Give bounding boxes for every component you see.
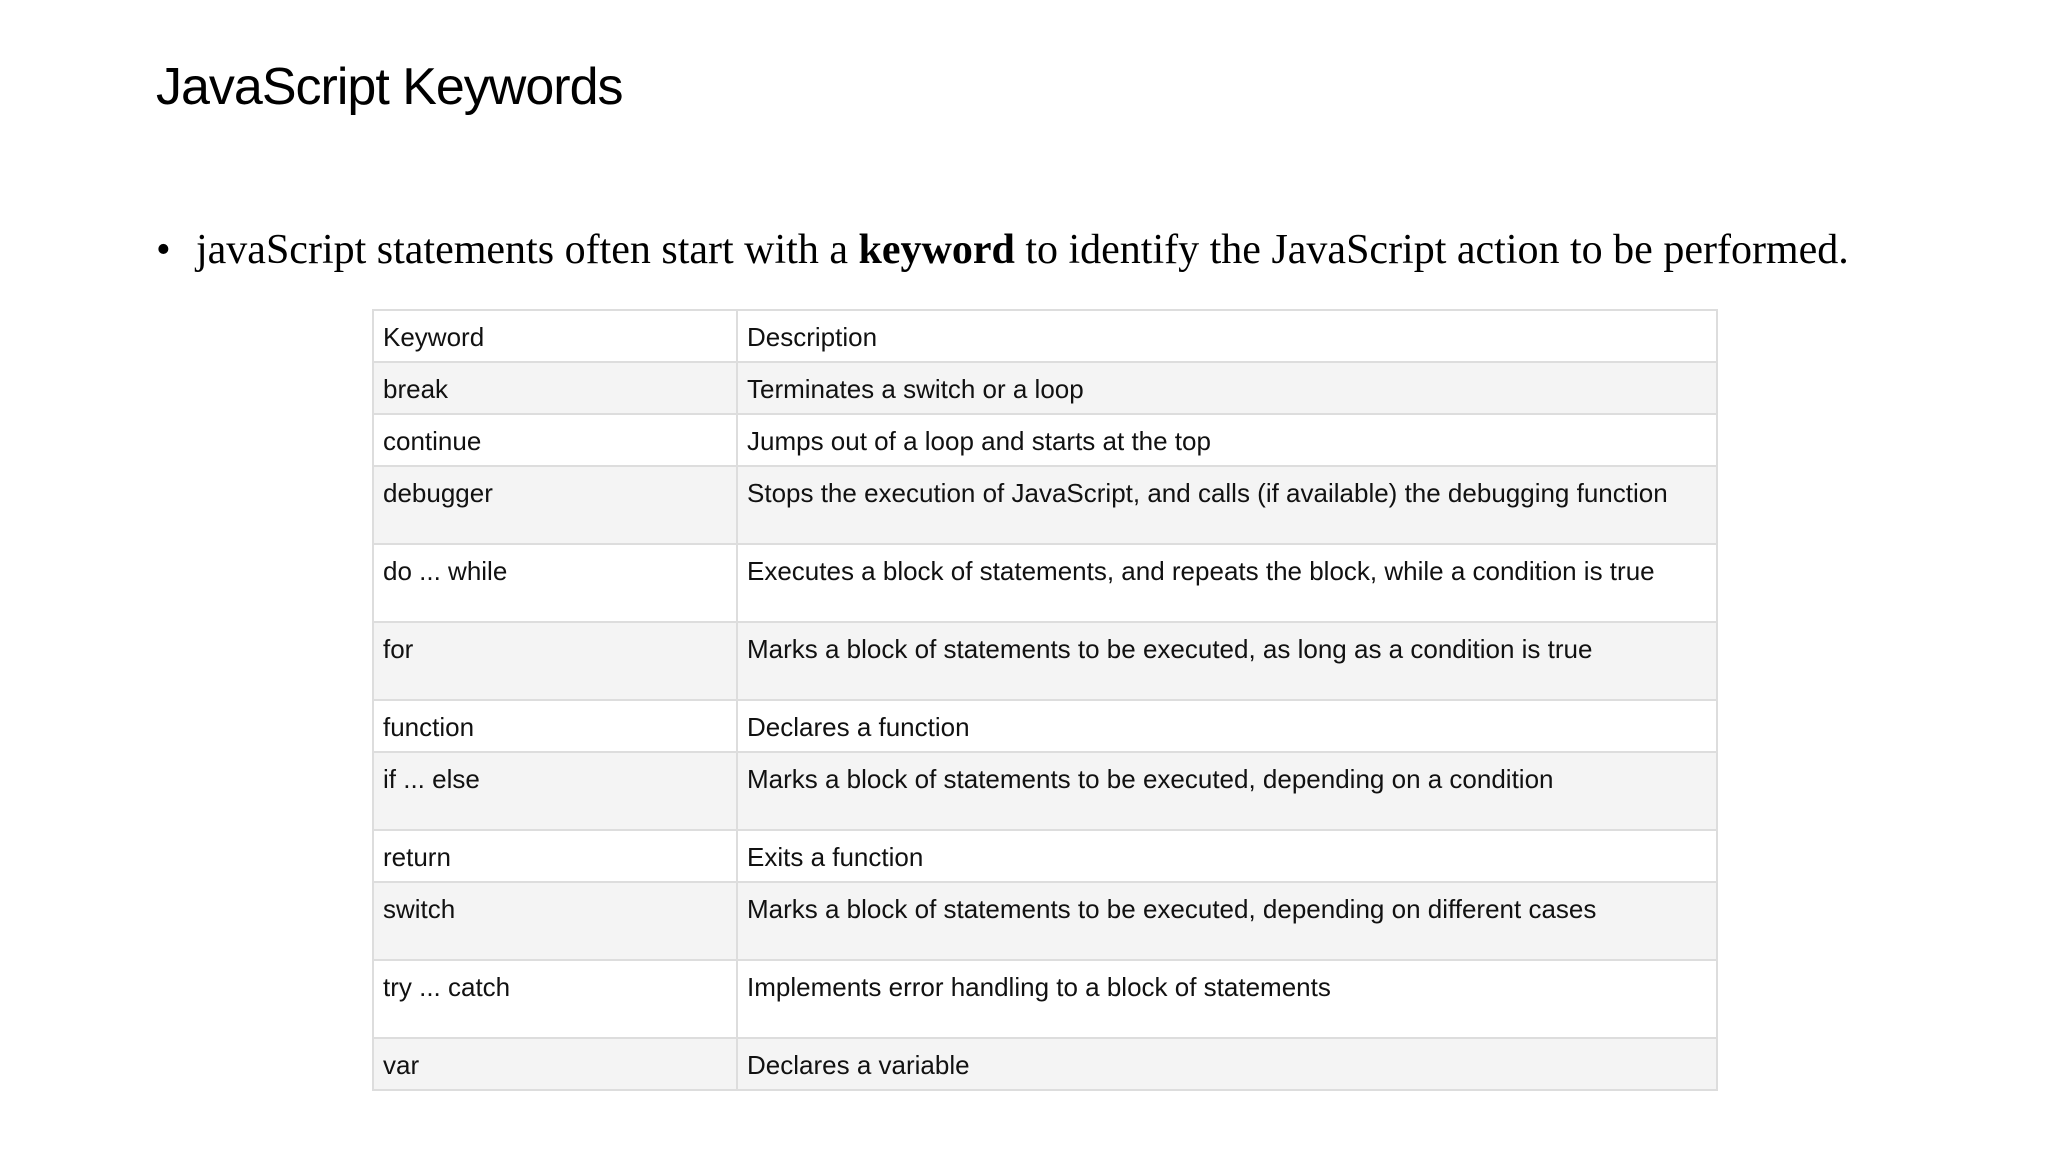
keyword-cell: do ... while (373, 544, 737, 622)
slide-title: JavaScript Keywords (156, 58, 623, 116)
table-row (373, 700, 1717, 752)
keyword-cell: try ... catch (373, 960, 737, 1038)
table-row (373, 960, 1717, 1038)
table-row (373, 830, 1717, 882)
bullet-text (196, 227, 1849, 273)
description-cell: Declares a variable (737, 1038, 1717, 1090)
keyword-cell: return (373, 830, 737, 882)
description-cell: Marks a block of statements to be executed, as long as a condition is true (737, 622, 1717, 700)
keyword-cell: for (373, 622, 737, 700)
keyword-cell: switch (373, 882, 737, 960)
description-cell: Marks a block of statements to be executed, depending on a condition (737, 752, 1717, 830)
bullet-point (156, 222, 1849, 278)
table-row (373, 882, 1717, 960)
keyword-cell: debugger (373, 466, 737, 544)
keyword-cell: if ... else (373, 752, 737, 830)
keyword-cell: var (373, 1038, 737, 1090)
description-cell: Executes a block of statements, and repeats the block, while a condition is true (737, 544, 1717, 622)
keywords-table (372, 309, 1718, 1091)
table-row (373, 362, 1717, 414)
table-row (373, 752, 1717, 830)
table-row (373, 622, 1717, 700)
keyword-cell: continue (373, 414, 737, 466)
bullet-text-before: javaScript statements often start with a (196, 227, 859, 273)
bullet-text-after: to identify the JavaScript action to be performed. (1014, 227, 1849, 273)
table-row (373, 1038, 1717, 1090)
table-row (373, 414, 1717, 466)
header-keyword: Keyword (373, 310, 737, 362)
description-cell: Jumps out of a loop and starts at the top (737, 414, 1717, 466)
bullet-icon: • (156, 227, 171, 273)
description-cell: Exits a function (737, 830, 1717, 882)
keyword-cell: break (373, 362, 737, 414)
table-header-row (373, 310, 1717, 362)
table-row (373, 544, 1717, 622)
description-cell: Stops the execution of JavaScript, and calls (if available) the debugging function (737, 466, 1717, 544)
keyword-cell: function (373, 700, 737, 752)
description-cell: Declares a function (737, 700, 1717, 752)
description-cell: Implements error handling to a block of statements (737, 960, 1717, 1038)
description-cell: Marks a block of statements to be executed, depending on different cases (737, 882, 1717, 960)
bullet-text-bold: keyword (858, 227, 1015, 273)
description-cell: Terminates a switch or a loop (737, 362, 1717, 414)
table-row (373, 466, 1717, 544)
header-description: Description (737, 310, 1717, 362)
